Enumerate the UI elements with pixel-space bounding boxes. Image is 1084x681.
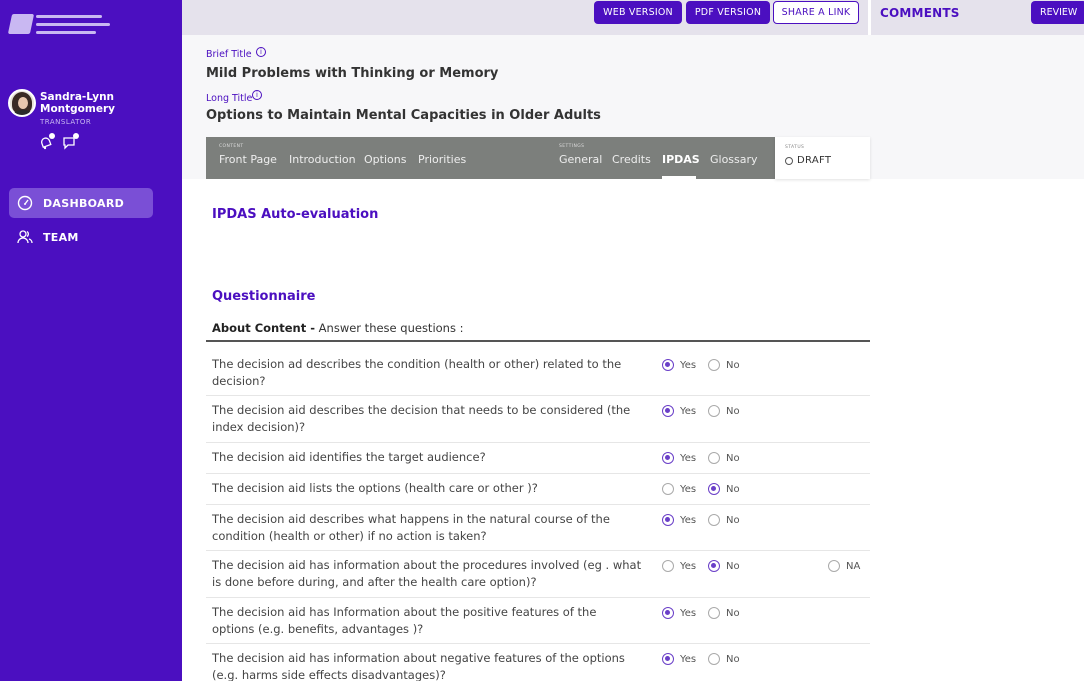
question-text: The decision ad describes the condition (health or other) related to the decision? [212,357,622,388]
radio-icon [662,405,674,417]
sidebar-nav [9,188,153,256]
no-radio[interactable]: No [708,452,740,464]
avatar[interactable] [8,89,36,117]
about-content-text: Answer these questions : [315,321,464,335]
user-name: Sandra-Lynn Montgomery [40,91,115,115]
tab-introduction[interactable]: Introduction [289,153,356,166]
section-tabs [206,137,775,179]
radio-icon [662,607,674,619]
question-row [206,396,870,443]
long-title-label: Long Title [206,93,253,104]
tab-glossary[interactable]: Glossary [710,153,758,166]
radio-icon [708,560,720,572]
radio-icon [708,405,720,417]
tab-ipdas[interactable]: IPDAS [662,153,700,166]
questionnaire-title: Questionnaire [212,289,316,304]
question-text: The decision aid has information about the procedures involved (eg . what is done before during, and after the health care option)? [212,558,642,589]
user-role: TRANSLATOR [40,118,92,126]
yes-radio[interactable]: Yes [662,607,696,619]
yes-radio[interactable]: Yes [662,405,696,417]
no-radio[interactable]: No [708,560,740,572]
notification-bell-icon[interactable] [39,135,53,149]
radio-icon [708,514,720,526]
yes-radio[interactable]: Yes [662,359,696,371]
question-text: The decision aid has information about negative features of the options (e.g. harms side effects disadvantages)? [212,651,625,681]
tab-group-content-label: CONTENT [219,144,244,149]
sidebar-item-label: TEAM [43,230,79,244]
tab-general[interactable]: General [559,153,603,166]
about-content-bold: About Content - [212,321,316,335]
about-content-heading [212,321,463,335]
question-row [206,443,870,474]
team-icon [17,229,33,245]
yes-radio[interactable]: Yes [662,560,696,572]
divider [206,340,870,342]
pdf-version-button[interactable]: PDF VERSION [686,1,770,24]
radio-icon [708,452,720,464]
status-badge[interactable] [785,155,831,166]
question-text: The decision aid has Information about the positive features of the options (e.g. benefits, advantages )? [212,605,597,636]
app-logo[interactable] [10,12,106,38]
long-title-value[interactable]: Options to Maintain Mental Capacities in Older Adults [206,108,601,123]
question-text: The decision aid identifies the target audience? [212,450,486,464]
radio-icon [708,483,720,495]
status-label: STATUS [785,145,805,150]
no-radio[interactable]: No [708,653,740,665]
messages-icon[interactable] [63,135,77,149]
status-box [775,137,870,179]
comments-panel-header [871,0,1084,35]
status-value: DRAFT [797,155,832,166]
tab-options[interactable]: Options [364,153,407,166]
comments-title: COMMENTS [880,6,960,20]
no-radio[interactable]: No [708,607,740,619]
tab-front-page[interactable]: Front Page [219,153,277,166]
tab-priorities[interactable]: Priorities [418,153,467,166]
radio-icon [662,483,674,495]
review-button[interactable]: REVIEW [1031,1,1084,24]
tab-credits[interactable]: Credits [612,153,651,166]
no-radio[interactable]: No [708,359,740,371]
top-toolbar [182,0,868,35]
question-text: The decision aid describes what happens in the natural course of the condition (health or other) if no action is taken? [212,512,610,543]
question-row [206,474,870,505]
radio-icon [708,653,720,665]
no-radio[interactable]: No [708,405,740,417]
radio-icon [662,514,674,526]
radio-icon [662,653,674,665]
yes-radio[interactable]: Yes [662,452,696,464]
yes-radio[interactable]: Yes [662,483,696,495]
gauge-icon [17,195,33,211]
yes-radio[interactable]: Yes [662,514,696,526]
radio-icon [828,560,840,572]
sidebar-item-label: DASHBOARD [43,196,125,210]
question-text: The decision aid lists the options (health care or other )? [212,481,538,495]
no-radio[interactable]: No [708,514,740,526]
radio-icon [708,607,720,619]
sidebar [0,0,182,681]
web-version-button[interactable]: WEB VERSION [594,1,682,24]
section-title: IPDAS Auto-evaluation [212,207,379,222]
na-radio[interactable]: NA [828,560,860,572]
question-text: The decision aid describes the decision that needs to be considered (the index decision)? [212,403,631,434]
tab-group-settings-label: SETTINGS [559,144,585,149]
radio-icon [708,359,720,371]
brief-title-value[interactable]: Mild Problems with Thinking or Memory [206,66,499,81]
info-icon[interactable]: i [256,47,266,57]
radio-icon [662,359,674,371]
question-row [206,350,870,396]
sidebar-item-dashboard[interactable] [9,188,153,218]
sidebar-item-team[interactable] [9,222,153,252]
info-icon[interactable]: i [252,90,262,100]
question-row [206,505,870,551]
question-row [206,598,870,644]
brief-title-label: Brief Title [206,49,252,60]
question-row [206,644,870,681]
question-row [206,551,870,598]
radio-icon [662,452,674,464]
share-link-button[interactable]: SHARE A LINK [773,1,859,24]
active-tab-indicator [662,176,696,179]
status-circle-icon [785,157,793,165]
yes-radio[interactable]: Yes [662,653,696,665]
radio-icon [662,560,674,572]
no-radio[interactable]: No [708,483,740,495]
